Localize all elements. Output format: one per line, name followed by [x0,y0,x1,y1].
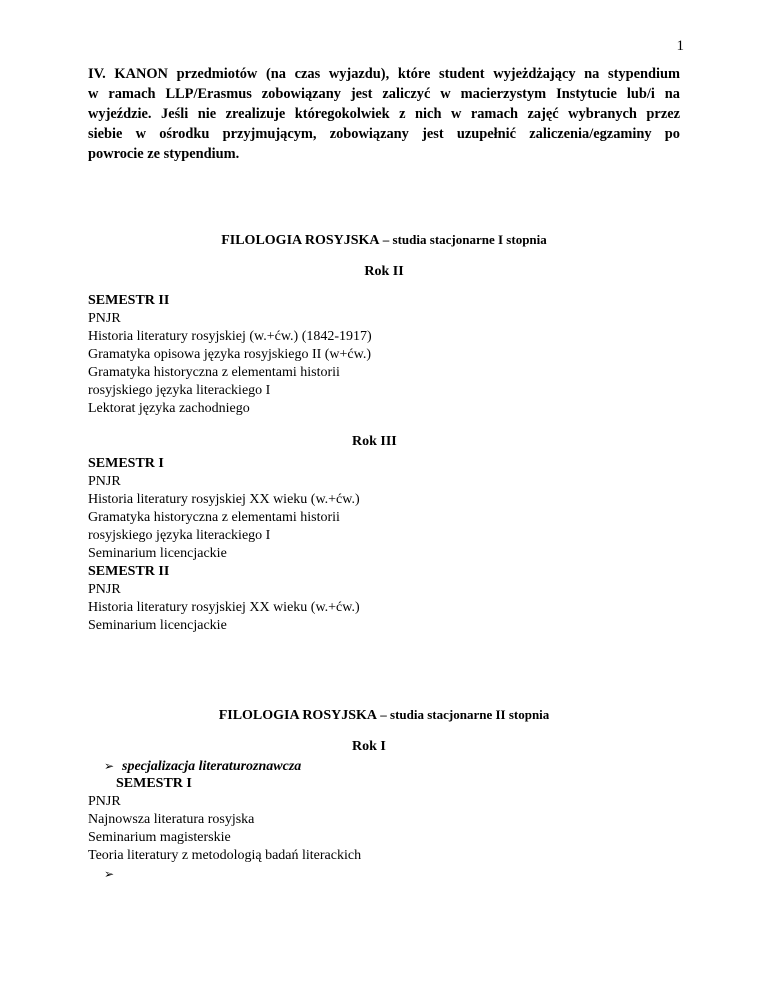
course-item: Seminarium magisterskie [88,830,231,845]
semester-heading: SEMESTR II [88,564,170,579]
course-item: PNJR [88,582,121,597]
course-item: Historia literatury rosyjskiej XX wieku (w.+ćw.) [88,492,360,507]
intro-line: wyjeździe. Jeśli nie zrealizuje któregokolwiek z nich w ramach zajęć wybranych przez [88,106,680,122]
page-number: 1 [676,38,684,54]
course-item: Gramatyka historyczna z elementami historii [88,365,340,380]
intro-line: IV. KANON przedmiotów (na czas wyjazdu), które student wyjeżdżający na stypendium [88,66,680,82]
program-1-title-main: FILOLOGIA ROSYJSKA [221,233,380,248]
rok3-semester2-block [88,563,360,635]
rok1-semester1-block [88,793,361,865]
year-heading: Rok I [352,739,386,754]
semester-heading-row [116,775,192,793]
program-2-title [0,707,768,724]
course-item: Gramatyka opisowa języka rosyjskiego II (w+ćw.) [88,347,372,362]
program-2-title-sub: – studia stacjonarne II stopnia [377,707,550,722]
intro-line: siebie w ośrodku przyjmującym, zobowiązany jest uzupełnić zaliczenia/egzaminy po [88,126,680,142]
course-item: Seminarium licencjackie [88,618,227,633]
specialization-label: specjalizacja literaturoznawcza [122,759,302,774]
course-item: rosyjskiego języka literackiego I [88,383,271,398]
program-1-title [0,232,768,249]
course-item: Najnowsza literatura rosyjska [88,812,255,827]
course-item: Seminarium licencjackie [88,546,227,561]
program-2-title-main: FILOLOGIA ROSYJSKA [218,708,378,723]
semester-heading: SEMESTR I [116,776,192,791]
intro-paragraph [88,64,680,164]
semester-heading: SEMESTR II [88,293,170,308]
intro-line: w ramach LLP/Erasmus zobowiązany jest zaliczyć w macierzystym Instytucie lub/i na [88,86,680,102]
specialization-row [104,757,301,776]
course-item: rosyjskiego języka literackiego I [88,528,271,543]
course-item: PNJR [88,311,121,326]
course-item: Lektorat języka zachodniego [88,401,250,416]
course-item: Teoria literatury z metodologią badań literackich [88,848,362,863]
course-item: Historia literatury rosyjskiej XX wieku (w.+ćw.) [88,600,360,615]
course-item: Gramatyka historyczna z elementami historii [88,510,340,525]
semester-heading: SEMESTR I [88,456,164,471]
rok3-semester1-block [88,455,360,563]
year-heading: Rok II [364,264,404,279]
course-item: PNJR [88,794,121,809]
rok2-semester2-block [88,292,372,418]
arrow-bullet-icon: ➢ [104,867,115,881]
program-1-title-sub: – studia stacjonarne I stopnia [379,232,547,247]
arrow-bullet-icon: ➢ [104,759,115,773]
empty-bullet-row [104,865,118,884]
course-item: PNJR [88,474,121,489]
intro-line: powrocie ze stypendium. [88,146,240,162]
year-heading: Rok III [352,434,397,449]
course-item: Historia literatury rosyjskiej (w.+ćw.) (1842-1917) [88,329,372,344]
